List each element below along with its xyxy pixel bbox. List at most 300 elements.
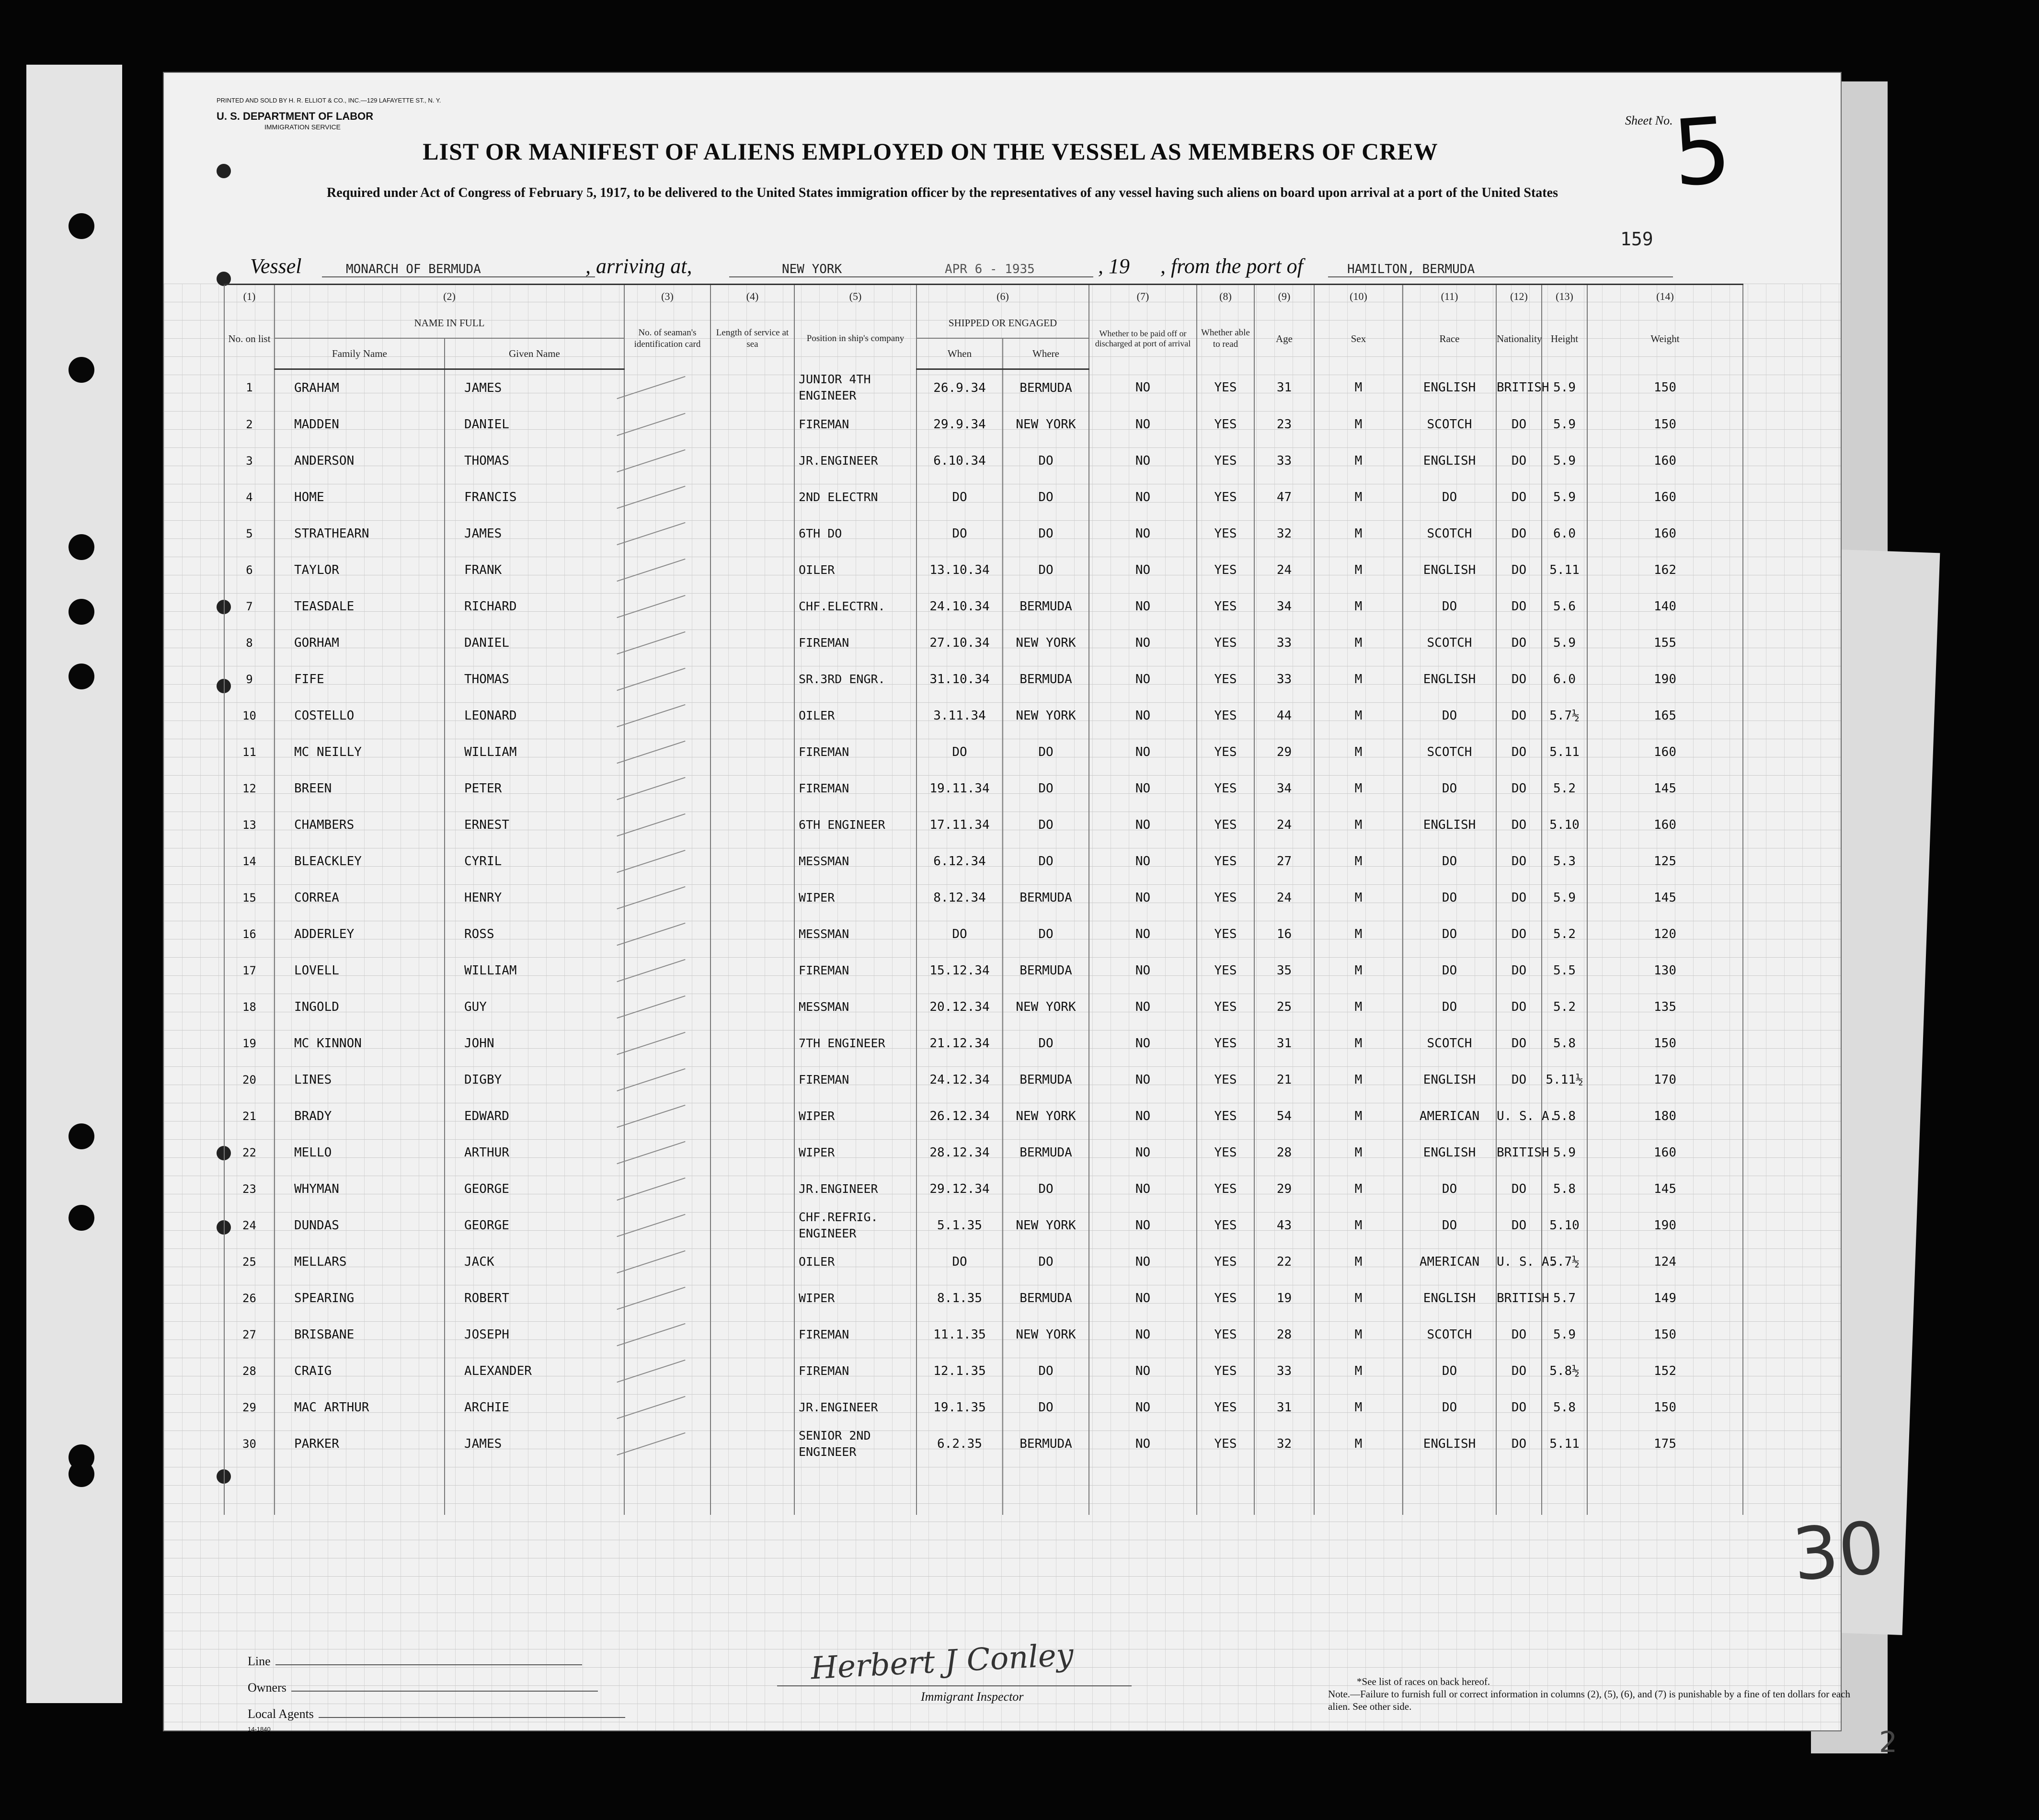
height-cell: 5.5 [1542, 952, 1587, 989]
age-cell: 21 [1254, 1062, 1314, 1098]
age-cell: 33 [1254, 1353, 1314, 1389]
height-cell: 5.7½ [1542, 1244, 1587, 1280]
tick-mark [617, 1323, 685, 1346]
nationality-cell: DO [1496, 625, 1542, 661]
race-cell: ENGLISH [1403, 552, 1496, 588]
sex-cell: M [1314, 1062, 1403, 1098]
tick-mark [617, 704, 685, 727]
sex-cell: M [1314, 989, 1403, 1025]
seaman-card-cell [624, 406, 710, 443]
corner-mark: 2 [1879, 1726, 1898, 1759]
row-number-cell: 27 [224, 1316, 275, 1353]
sex-cell: M [1314, 1098, 1403, 1134]
row-number-cell: 22 [224, 1134, 275, 1171]
tick-mark [617, 1360, 685, 1383]
family-name-cell: STRATHEARN [275, 515, 445, 552]
weight-cell: 145 [1587, 770, 1743, 807]
length-of-service-cell [710, 1207, 794, 1244]
races-note: *See list of races on back hereof. [1357, 1676, 1490, 1687]
position-cell: FIREMAN [794, 770, 916, 807]
seaman-card-cell [624, 1025, 710, 1062]
height-cell: 5.11 [1542, 734, 1587, 770]
shipped-when-cell: 26.12.34 [916, 1098, 1003, 1134]
length-of-service-cell [710, 989, 794, 1025]
shipped-when-cell: 8.12.34 [916, 880, 1003, 916]
sex-cell: M [1314, 406, 1403, 443]
vessel-label: Vessel [250, 254, 302, 278]
column-number: (9) [1254, 285, 1314, 309]
shipped-when-cell: 21.12.34 [916, 1025, 1003, 1062]
nationality-cell: DO [1496, 880, 1542, 916]
paid-off-cell: NO [1089, 661, 1197, 698]
seaman-card-cell [624, 770, 710, 807]
tick-mark [617, 959, 685, 982]
position-cell: FIREMAN [794, 734, 916, 770]
paid-off-cell: NO [1089, 625, 1197, 661]
shipped-where-cell: NEW YORK [1003, 625, 1089, 661]
row-number-cell: 6 [224, 552, 275, 588]
length-of-service-cell [710, 588, 794, 625]
shipped-where-cell: DO [1003, 1171, 1089, 1207]
family-name-cell: CRAIG [275, 1353, 445, 1389]
seaman-card-cell [624, 552, 710, 588]
shipped-where-cell: DO [1003, 479, 1089, 515]
sex-cell: M [1314, 1207, 1403, 1244]
family-name-cell: MELLARS [275, 1244, 445, 1280]
race-cell: ENGLISH [1403, 443, 1496, 479]
column-number: (2) [275, 285, 624, 309]
able-to-read-cell: YES [1197, 1171, 1254, 1207]
height-cell: 5.9 [1542, 880, 1587, 916]
sex-cell: M [1314, 952, 1403, 989]
paid-off-cell: NO [1089, 1316, 1197, 1353]
given-name-cell: JAMES [445, 369, 624, 407]
sex-cell: M [1314, 1353, 1403, 1389]
age-cell: 44 [1254, 698, 1314, 734]
race-cell: SCOTCH [1403, 515, 1496, 552]
seaman-card-cell [624, 952, 710, 989]
row-number-cell: 4 [224, 479, 275, 515]
age-cell: 28 [1254, 1134, 1314, 1171]
position-cell: SENIOR 2ND ENGINEER [794, 1426, 916, 1462]
tick-mark [617, 1287, 685, 1310]
given-name-cell: GEORGE [445, 1171, 624, 1207]
given-name-cell: FRANK [445, 552, 624, 588]
age-cell: 22 [1254, 1244, 1314, 1280]
line-label: Line [248, 1654, 271, 1668]
sex-cell: M [1314, 588, 1403, 625]
owners-field [248, 1680, 598, 1695]
footer [226, 1637, 1850, 1764]
given-name-cell: ARTHUR [445, 1134, 624, 1171]
nationality-cell: BRITISH [1496, 1134, 1542, 1171]
height-cell: 5.2 [1542, 989, 1587, 1025]
able-to-read-cell: YES [1197, 952, 1254, 989]
weight-cell: 135 [1587, 989, 1743, 1025]
header-no-on-list: No. on list [224, 308, 275, 369]
paid-off-cell: NO [1089, 515, 1197, 552]
able-to-read-cell: YES [1197, 880, 1254, 916]
race-cell: SCOTCH [1403, 625, 1496, 661]
weight-cell: 155 [1587, 625, 1743, 661]
seaman-card-cell [624, 843, 710, 880]
given-name-cell: LEONARD [445, 698, 624, 734]
year-label: , 19 [1098, 254, 1130, 278]
column-number: (12) [1496, 285, 1542, 309]
row-number-cell: 17 [224, 952, 275, 989]
arrival-date: APR 6 - 1935 [930, 262, 1093, 277]
blank-cell [1496, 1462, 1542, 1515]
blank-cell [275, 1462, 445, 1515]
race-cell: ENGLISH [1403, 1062, 1496, 1098]
tick-mark [617, 1178, 685, 1201]
sex-cell: M [1314, 369, 1403, 407]
punch-hole [217, 164, 231, 178]
sex-cell: M [1314, 1025, 1403, 1062]
inspector-signature: Herbert J Conley [810, 1637, 1075, 1687]
paid-off-cell: NO [1089, 734, 1197, 770]
row-number-cell: 10 [224, 698, 275, 734]
age-cell: 34 [1254, 770, 1314, 807]
nationality-cell: DO [1496, 1207, 1542, 1244]
age-cell: 24 [1254, 880, 1314, 916]
shipped-when-cell: 28.12.34 [916, 1134, 1003, 1171]
length-of-service-cell [710, 625, 794, 661]
shipped-where-cell: BERMUDA [1003, 1134, 1089, 1171]
position-cell: CHF.REFRIG. ENGINEER [794, 1207, 916, 1244]
binder-hole [69, 1205, 94, 1231]
nationality-cell: DO [1496, 952, 1542, 989]
crew-row [224, 1316, 1743, 1353]
race-cell: DO [1403, 1171, 1496, 1207]
header-shipped-engaged: SHIPPED OR ENGAGED [916, 308, 1089, 338]
crew-row [224, 1353, 1743, 1389]
arrival-port: NEW YORK [729, 262, 964, 277]
race-cell: ENGLISH [1403, 1134, 1496, 1171]
tick-mark [617, 996, 685, 1019]
signature-line [777, 1685, 1132, 1686]
crew-row [224, 734, 1743, 770]
height-cell: 5.7½ [1542, 698, 1587, 734]
race-cell: AMERICAN [1403, 1244, 1496, 1280]
nationality-cell: DO [1496, 989, 1542, 1025]
binder-hole [69, 1123, 94, 1149]
given-name-cell: CYRIL [445, 843, 624, 880]
age-cell: 16 [1254, 916, 1314, 952]
length-of-service-cell [710, 770, 794, 807]
race-cell: ENGLISH [1403, 807, 1496, 843]
family-name-cell: MC NEILLY [275, 734, 445, 770]
row-number-cell: 24 [224, 1207, 275, 1244]
weight-cell: 175 [1587, 1426, 1743, 1462]
manifest-sheet [163, 72, 1898, 1759]
height-cell: 5.8 [1542, 1171, 1587, 1207]
tick-mark [617, 886, 685, 909]
paid-off-cell: NO [1089, 443, 1197, 479]
shipped-where-cell: DO [1003, 1244, 1089, 1280]
family-name-cell: BRADY [275, 1098, 445, 1134]
height-cell: 5.11½ [1542, 1062, 1587, 1098]
family-name-cell: BRISBANE [275, 1316, 445, 1353]
shipped-when-cell: 6.12.34 [916, 843, 1003, 880]
shipped-where-cell: DO [1003, 443, 1089, 479]
length-of-service-cell [710, 1134, 794, 1171]
seaman-card-cell [624, 515, 710, 552]
nationality-cell: DO [1496, 1426, 1542, 1462]
shipped-where-cell: DO [1003, 807, 1089, 843]
age-cell: 33 [1254, 443, 1314, 479]
height-cell: 5.2 [1542, 916, 1587, 952]
age-cell: 43 [1254, 1207, 1314, 1244]
printer-text: PRINTED AND SOLD BY H. R. ELLIOT & CO., INC.—129 LAFAYETTE ST., N. Y. [217, 97, 441, 104]
race-cell: SCOTCH [1403, 734, 1496, 770]
height-cell: 5.9 [1542, 1316, 1587, 1353]
tick-mark [617, 813, 685, 836]
given-name-cell: ROSS [445, 916, 624, 952]
seaman-card-cell [624, 1244, 710, 1280]
header-given-name: Given Name [445, 338, 624, 369]
length-of-service-cell [710, 552, 794, 588]
shipped-when-cell: 29.12.34 [916, 1171, 1003, 1207]
given-name-cell: DANIEL [445, 625, 624, 661]
age-cell: 34 [1254, 588, 1314, 625]
shipped-when-cell: DO [916, 1244, 1003, 1280]
binder-hole [69, 357, 94, 383]
paid-off-cell: NO [1089, 369, 1197, 407]
given-name-cell: ARCHIE [445, 1389, 624, 1426]
row-number-cell: 9 [224, 661, 275, 698]
paid-off-cell: NO [1089, 807, 1197, 843]
length-of-service-cell [710, 698, 794, 734]
given-name-cell: ALEXANDER [445, 1353, 624, 1389]
position-cell: FIREMAN [794, 406, 916, 443]
shipped-when-cell: 15.12.34 [916, 952, 1003, 989]
header-able-to-read: Whether able to read [1197, 308, 1254, 369]
position-cell: 7TH ENGINEER [794, 1025, 916, 1062]
nationality-cell: DO [1496, 1062, 1542, 1098]
given-name-cell: ERNEST [445, 807, 624, 843]
position-cell: 2ND ELECTRN [794, 479, 916, 515]
age-cell: 31 [1254, 1389, 1314, 1426]
family-name-cell: BREEN [275, 770, 445, 807]
nationality-cell: DO [1496, 588, 1542, 625]
length-of-service-cell [710, 1171, 794, 1207]
age-cell: 25 [1254, 989, 1314, 1025]
service-name: IMMIGRATION SERVICE [264, 123, 341, 131]
sex-cell: M [1314, 1316, 1403, 1353]
weight-cell: 150 [1587, 406, 1743, 443]
shipped-where-cell: DO [1003, 1025, 1089, 1062]
sex-cell: M [1314, 1244, 1403, 1280]
able-to-read-cell: YES [1197, 552, 1254, 588]
able-to-read-cell: YES [1197, 698, 1254, 734]
shipped-when-cell: 8.1.35 [916, 1280, 1003, 1316]
binder-hole [69, 213, 94, 239]
sex-cell: M [1314, 552, 1403, 588]
age-cell: 32 [1254, 1426, 1314, 1462]
header-height: Height [1542, 308, 1587, 369]
age-cell: 33 [1254, 661, 1314, 698]
line-blank [275, 1654, 582, 1665]
height-cell: 5.8 [1542, 1025, 1587, 1062]
blank-cell [916, 1462, 1003, 1515]
able-to-read-cell: YES [1197, 734, 1254, 770]
able-to-read-cell: YES [1197, 916, 1254, 952]
height-cell: 5.10 [1542, 807, 1587, 843]
given-name-cell: JOSEPH [445, 1316, 624, 1353]
given-name-cell: EDWARD [445, 1098, 624, 1134]
weight-cell: 130 [1587, 952, 1743, 989]
local-agents-label: Local Agents [248, 1707, 314, 1721]
length-of-service-cell [710, 734, 794, 770]
tick-mark [617, 850, 685, 873]
race-cell: DO [1403, 479, 1496, 515]
crew-row [224, 661, 1743, 698]
position-cell: OILER [794, 552, 916, 588]
header-position: Position in ship's company [794, 308, 916, 369]
weight-cell: 160 [1587, 479, 1743, 515]
age-cell: 24 [1254, 552, 1314, 588]
race-cell: DO [1403, 770, 1496, 807]
shipped-when-cell: 27.10.34 [916, 625, 1003, 661]
given-name-cell: THOMAS [445, 661, 624, 698]
weight-cell: 150 [1587, 1316, 1743, 1353]
nationality-cell: BRITISH [1496, 369, 1542, 407]
tick-mark [617, 1068, 685, 1091]
family-name-cell: MADDEN [275, 406, 445, 443]
tick-mark [617, 486, 685, 509]
paid-off-cell: NO [1089, 1207, 1197, 1244]
able-to-read-cell: YES [1197, 1244, 1254, 1280]
row-number-cell: 19 [224, 1025, 275, 1062]
seaman-card-cell [624, 1389, 710, 1426]
owners-label: Owners [248, 1681, 286, 1694]
nationality-cell: DO [1496, 734, 1542, 770]
given-name-cell: RICHARD [445, 588, 624, 625]
given-name-cell: JOHN [445, 1025, 624, 1062]
paid-off-cell: NO [1089, 1244, 1197, 1280]
header-seaman-card: No. of seaman's identification card [624, 308, 710, 369]
able-to-read-cell: YES [1197, 989, 1254, 1025]
able-to-read-cell: YES [1197, 1098, 1254, 1134]
paid-off-cell: NO [1089, 1280, 1197, 1316]
position-cell: WIPER [794, 880, 916, 916]
local-agents-blank [319, 1706, 625, 1718]
race-cell: DO [1403, 698, 1496, 734]
paid-off-cell: NO [1089, 1062, 1197, 1098]
shipped-when-cell: 29.9.34 [916, 406, 1003, 443]
seaman-card-cell [624, 1353, 710, 1389]
length-of-service-cell [710, 515, 794, 552]
length-of-service-cell [710, 1316, 794, 1353]
able-to-read-cell: YES [1197, 1389, 1254, 1426]
tick-mark [617, 1214, 685, 1237]
family-name-cell: ADDERLEY [275, 916, 445, 952]
blank-cell [710, 1462, 794, 1515]
crew-row [224, 588, 1743, 625]
seaman-card-cell [624, 734, 710, 770]
height-cell: 5.9 [1542, 406, 1587, 443]
shipped-where-cell: BERMUDA [1003, 1426, 1089, 1462]
age-cell: 31 [1254, 1025, 1314, 1062]
tick-mark [617, 1105, 685, 1128]
arriving-label: , arriving at, [585, 254, 692, 278]
paid-off-cell: NO [1089, 1389, 1197, 1426]
binder-hole [69, 599, 94, 625]
paid-off-cell: NO [1089, 698, 1197, 734]
shipped-where-cell: BERMUDA [1003, 880, 1089, 916]
weight-cell: 160 [1587, 1134, 1743, 1171]
race-cell: SCOTCH [1403, 1316, 1496, 1353]
family-name-cell: LINES [275, 1062, 445, 1098]
sex-cell: M [1314, 1389, 1403, 1426]
crew-row [224, 1426, 1743, 1462]
column-number: (3) [624, 285, 710, 309]
height-cell: 5.9 [1542, 1134, 1587, 1171]
given-name-cell: JAMES [445, 1426, 624, 1462]
paid-off-cell: NO [1089, 989, 1197, 1025]
paid-off-cell: NO [1089, 843, 1197, 880]
crew-row [224, 1134, 1743, 1171]
age-cell: 54 [1254, 1098, 1314, 1134]
height-cell: 5.11 [1542, 1426, 1587, 1462]
family-name-cell: PARKER [275, 1426, 445, 1462]
family-name-cell: DUNDAS [275, 1207, 445, 1244]
family-name-cell: CORREA [275, 880, 445, 916]
owners-blank [291, 1680, 598, 1692]
height-cell: 5.2 [1542, 770, 1587, 807]
race-cell: ENGLISH [1403, 1426, 1496, 1462]
race-cell: DO [1403, 916, 1496, 952]
length-of-service-cell [710, 952, 794, 989]
given-name-cell: WILLIAM [445, 734, 624, 770]
height-cell: 5.8 [1542, 1389, 1587, 1426]
sex-cell: M [1314, 1426, 1403, 1462]
row-number-cell: 3 [224, 443, 275, 479]
row-number-cell: 12 [224, 770, 275, 807]
row-number-cell: 30 [224, 1426, 275, 1462]
form-code: 14-1840 [248, 1726, 271, 1733]
vessel-name: MONARCH OF BERMUDA [322, 262, 595, 277]
column-number: (6) [916, 285, 1089, 309]
age-cell: 28 [1254, 1316, 1314, 1353]
family-name-cell: ANDERSON [275, 443, 445, 479]
paid-off-cell: NO [1089, 1134, 1197, 1171]
shipped-where-cell: DO [1003, 515, 1089, 552]
line-field [248, 1654, 582, 1669]
length-of-service-cell [710, 479, 794, 515]
crew-row [224, 1389, 1743, 1426]
blank-cell [224, 1462, 275, 1515]
header-weight: Weight [1587, 308, 1743, 369]
weight-cell: 170 [1587, 1062, 1743, 1098]
blank-row [224, 1462, 1743, 1515]
shipped-when-cell: 24.12.34 [916, 1062, 1003, 1098]
nationality-cell: DO [1496, 661, 1542, 698]
crew-row [224, 1025, 1743, 1062]
paid-off-cell: NO [1089, 1098, 1197, 1134]
weight-cell: 160 [1587, 807, 1743, 843]
row-number-cell: 2 [224, 406, 275, 443]
shipped-when-cell: 19.11.34 [916, 770, 1003, 807]
weight-cell: 145 [1587, 1171, 1743, 1207]
crew-row [224, 515, 1743, 552]
length-of-service-cell [710, 1280, 794, 1316]
binder-hole [69, 664, 94, 689]
seaman-card-cell [624, 479, 710, 515]
weight-cell: 180 [1587, 1098, 1743, 1134]
tick-mark [617, 923, 685, 946]
